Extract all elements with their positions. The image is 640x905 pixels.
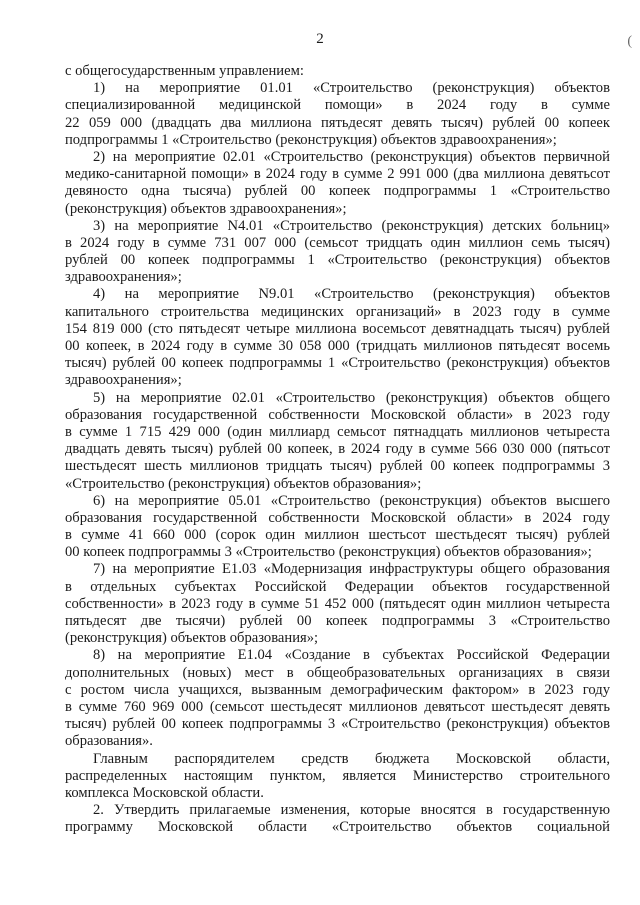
text-line: тысяч) рублей 00 копеек подпрограммы 1 «Строительство (реконструкция) объектов [65,355,610,372]
text-line: программу Московской области «Строительство объектов социальной [65,819,610,836]
text-line: девяносто одна тысяча) рублей 00 копеек подпрограммы 1 «Строительство [65,183,610,200]
text-line: образования государственной собственности Московской области» в 2023 году [65,406,610,423]
text-line: комплекса Московской области. [65,784,264,801]
edge-mark: ( [627,34,632,49]
text-line: в сумме 760 969 000 (семьсот шестьдесят миллионов девятьсот шестьдесят девять [65,698,610,715]
document-body [65,63,610,836]
text-line: с общегосударственным управлением: [65,63,304,79]
text-line: медико-санитарной помощи» в 2024 году в сумме 2 991 000 (два миллиона девятьсот [65,166,610,183]
text-line: дополнительных (новых) мест в общеобразовательных организациях в связи [65,664,610,681]
text-line: 1) на мероприятие 01.01 «Строительство (реконструкция) объектов [93,80,610,97]
text-line: двадцать девять тысяч) рублей 00 копеек, в 2024 году в сумме 566 030 000 (пятьсот [65,441,610,458]
text-line: 00 копеек подпрограммы 3 «Строительство (реконструкция) объектов образования»; [65,544,592,561]
text-line: в сумме 41 660 000 (сорок один миллион шестьсот шестьдесят тысяч) рублей [65,527,610,544]
text-line: 00 копеек, в 2024 году в сумме 30 058 000 (тридцать миллионов пятьдесят восемь [65,338,610,354]
text-line: 6) на мероприятие 05.01 «Строительство (реконструкция) объектов высшего [93,492,610,509]
text-line: в сумме 1 715 429 000 (один миллиард семьсот пятнадцать миллионов четыреста [65,423,610,440]
page-number: 2 [316,31,324,47]
text-line: капитального строительства медицинских организаций» в 2023 году в сумме [65,303,610,320]
text-line: 2. Утвердить прилагаемые изменения, которые вносятся в государственную [93,802,610,819]
text-line: тысяч) рублей 00 копеек подпрограммы 3 «Строительство (реконструкция) объектов [65,716,610,733]
text-line: подпрограммы 1 «Строительство (реконструкция) объектов здравоохранения»; [65,131,557,148]
text-line: 5) на мероприятие 02.01 «Строительство (реконструкция) объектов общего [93,389,610,406]
text-line: 7) на мероприятие Е1.03 «Модернизация инфраструктуры общего образования [93,561,610,578]
text-line: 154 819 000 (сто пятьдесят четыре миллиона восемьсот девятнадцать тысяч) рублей [65,320,610,337]
text-line: рублей 00 копеек подпрограммы 1 «Строительство (реконструкция) объектов [65,252,610,269]
text-line: с ростом числа учащихся, вызванным демографическим фактором» в 2023 году [65,681,610,698]
text-line: пятьдесят две тысячи) рублей 00 копеек подпрограммы 3 «Строительство [65,613,610,629]
text-line: 8) на мероприятие Е1.04 «Создание в субъектах Российской Федерации [93,647,610,664]
text-line: Главным распорядителем средств бюджета Московской области, [93,750,610,767]
text-line: специализированной медицинской помощи» в 2024 году в сумме [65,97,610,114]
text-line: образования». [65,733,153,750]
text-line: 22 059 000 (двадцать два миллиона пятьдесят девять тысяч) рублей 00 копеек [65,114,610,131]
text-line: здравоохранения»; [65,269,182,286]
text-line: собственности» в 2023 году в сумме 51 452 000 (пятьдесят один миллион четыреста [65,595,610,612]
text-line: шестьдесят шесть миллионов тридцать тысяч) рублей 00 копеек подпрограммы 3 [65,458,610,475]
text-line: (реконструкция) объектов здравоохранения»; [65,200,347,217]
text-line: 3) на мероприятие N4.01 «Строительство (реконструкция) детских больниц» [93,217,610,234]
text-line: образования государственной собственности Московской области» в 2024 году [65,509,610,526]
text-line: распределенных настоящим пунктом, является Министерство строительного [65,767,610,784]
text-line: (реконструкция) объектов образования»; [65,630,319,647]
text-line: в отдельных субъектах Российской Федерации объектов государственной [65,578,610,595]
text-line: «Строительство (реконструкция) объектов образования»; [65,475,422,492]
text-line: в 2024 году в сумме 731 007 000 (семьсот тридцать один миллион семь тысяч) [65,234,610,251]
text-line: здравоохранения»; [65,372,182,389]
text-line: 4) на мероприятие N9.01 «Строительство (реконструкция) объектов [93,286,610,303]
text-line: 2) на мероприятие 02.01 «Строительство (реконструкция) объектов первичной [93,148,610,165]
